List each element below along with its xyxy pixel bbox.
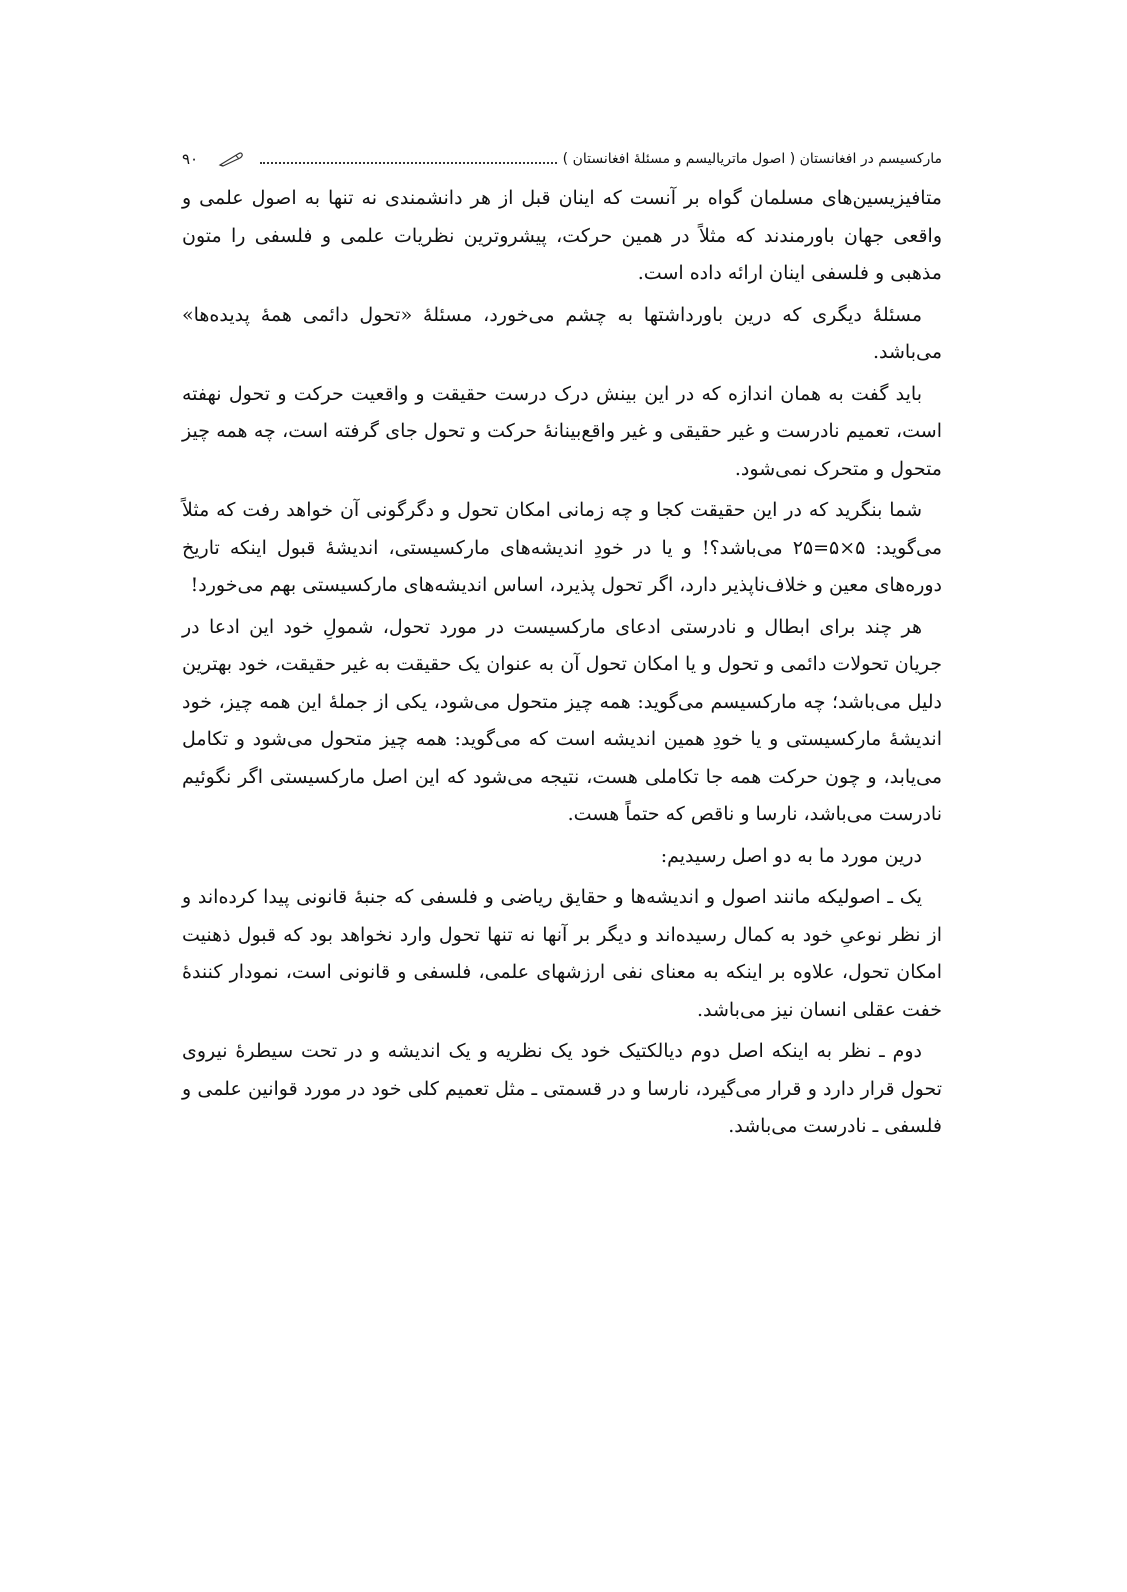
paragraph: دوم ـ نظر به اینکه اصل دوم دیالکتیک خود یک نظریه و یک اندیشه و در تحت سیطرهٔ نیروی تحول قرار دارد و قرار می‌گیرد، نارسا و در قسمتی ـ مثل تعمیم کلی خود در مورد قوانین علمی و فلسفی ـ نادرست می‌باشد. [182, 1040, 942, 1137]
paragraph: شما بنگرید که در این حقیقت کجا و چه زمانی امکان تحول و دگرگونی آن خواهد رفت که مثلاً می‌گوید: ۵×۵=۲۵ می‌باشد؟! و یا در خودِ اندیشه‌های مارکسیستی، اندیشهٔ قبول اینکه تاریخ دوره‌های معین و خلاف‌ناپذیر دارد، اگر تحول پذیرد، اساس اندیشه‌های مارکسیستی بهم می‌خورد! [182, 499, 942, 596]
paragraph: یک ـ اصولیکه مانند اصول و اندیشه‌ها و حقایق ریاضی و فلسفی که جنبهٔ قانونی پیدا کرده‌اند و از نظر نوعیِ خود به کمال رسیده‌اند و دیگر بر آنها نه تنها تحول وارد نخواهد بود که قبول ذهنیت امکان تحول، علاوه بر اینکه به معنای نفی ارزشهای علمی، فلسفی و قانونی است، نمودار کنندهٔ خفت عقلی انسان نیز می‌باشد. [182, 886, 942, 1021]
page-number: ۹۰ [182, 150, 199, 168]
paragraph: باید گفت به همان اندازه که در این بینش درک درست حقیقت و واقعیت حرکت و تحول نهفته است، تعمیم نادرست و غیر حقیقی و غیر واقع‌بینانهٔ حرکت و تحول جای گرفته است، چه همه چیز متحول و متحرک نمی‌شود. [182, 382, 942, 480]
paragraph: مسئلهٔ دیگری که درین باورداشتها به چشم می‌خورد، مسئلهٔ «تحول دائمی همهٔ پدیده‌ها» می‌باشد. [182, 303, 942, 363]
pen-icon [218, 151, 244, 167]
paragraph: متافیزیسین‌های مسلمان گواه بر آنست که اینان قبل از هر دانشمندی نه تنها به اصول علمی و واقعی جهان باورمندند که مثلاً در همین حرکت، پیشروترین نظریات علمی و فلسفی را متون مذهبی و فلسفی اینان ارائه داده است. [182, 187, 942, 284]
page-header [182, 146, 942, 172]
running-title: مارکسیسم در افغانستان ( اصول ماتریالیسم و مسئلهٔ افغانستان ) [562, 151, 942, 167]
leader-dots [260, 162, 557, 164]
body-text [182, 180, 942, 1150]
paragraph: هر چند برای ابطال و نادرستی ادعای مارکسیست در مورد تحول، شمولِ خود این ادعا در جریان تحولات دائمی و تحول و یا امکان تحول آن به عنوان یک حقیقت به غیر حقیقت، خود بهترین دلیل می‌باشد؛ چه مارکسیسم می‌گوید: همه چیز متحول می‌شود، یکی از جملهٔ این همه چیز، خود اندیشهٔ مارکسیستی و یا خودِ همین اندیشه است که می‌گوید: همه چیز متحول می‌شود و تکامل می‌یابد، و چون حرکت همه جا تکاملی هست، نتیجه می‌شود که این اصل مارکسیستی اگر نگوئیم نادرست می‌باشد، نارسا و ناقص که حتماً هست. [182, 615, 942, 825]
paragraph: درین مورد ما به دو اصل رسیدیم: [660, 844, 922, 867]
